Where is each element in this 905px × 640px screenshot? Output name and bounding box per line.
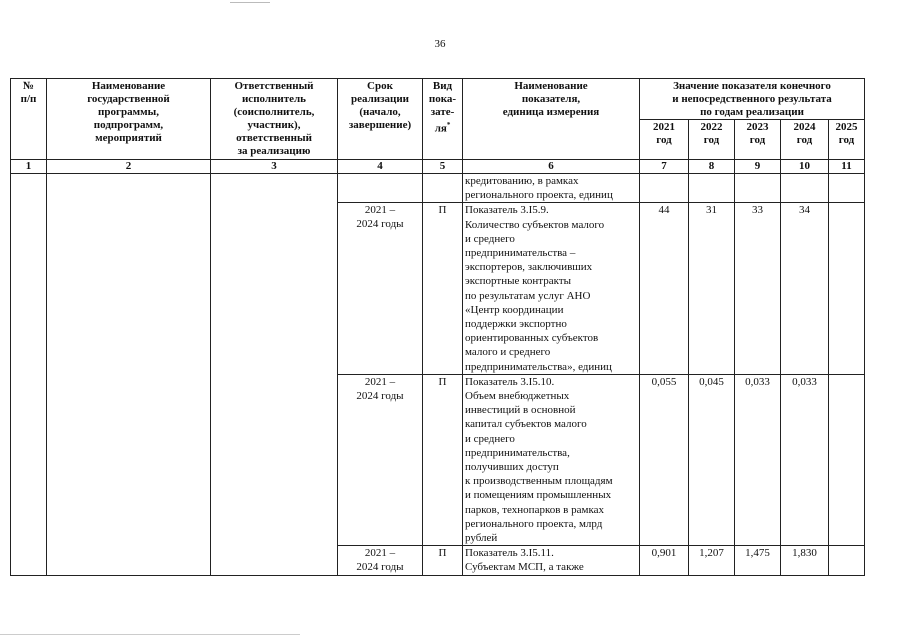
cell-value-2025	[829, 203, 865, 374]
cell-indicator: Показатель 3.I5.10. Объем внебюджетных инвестиций в основной капитал субъектов малого и среднего предпринимательства, получивших доступ к производственным площадям и помещениям промышленных парков, технопарков в рамках регионального проекта, млрд рублей	[463, 374, 640, 545]
cell-value-2021	[640, 174, 689, 203]
cell-value-2024: 0,033	[781, 374, 829, 545]
cell-type	[423, 174, 463, 203]
cell-value-2025	[829, 174, 865, 203]
cell-value-2023	[735, 174, 781, 203]
cell-executor-empty	[211, 174, 338, 576]
header-values: Значение показателя конечного и непосредственного результата по годам реализации	[640, 79, 865, 120]
column-number: 1	[11, 160, 47, 174]
cell-value-2024: 34	[781, 203, 829, 374]
scan-artifact-top	[230, 2, 270, 3]
header-year-2021: 2021 год	[640, 120, 689, 160]
cell-num-empty	[11, 174, 47, 576]
cell-value-2021: 44	[640, 203, 689, 374]
cell-value-2023: 0,033	[735, 374, 781, 545]
column-number: 3	[211, 160, 338, 174]
cell-value-2024: 1,830	[781, 546, 829, 576]
cell-program-empty	[47, 174, 211, 576]
cell-value-2022: 0,045	[689, 374, 735, 545]
header-program-name: Наименование государственной программы, подпрограмм, мероприятий	[47, 79, 211, 160]
column-number: 10	[781, 160, 829, 174]
header-executor: Ответственный исполнитель (соисполнитель, участник), ответственный за реализацию	[211, 79, 338, 160]
header-year-2025: 2025 год	[829, 120, 865, 160]
table-row	[11, 174, 865, 203]
cell-indicator: кредитованию, в рамках регионального проекта, единиц	[463, 174, 640, 203]
column-number-row	[11, 160, 865, 174]
cell-period: 2021 – 2024 годы	[338, 546, 423, 576]
cell-indicator: Показатель 3.I5.11. Субъектам МСП, а также	[463, 546, 640, 576]
cell-period	[338, 174, 423, 203]
header-year-2023: 2023 год	[735, 120, 781, 160]
cell-value-2021: 0,901	[640, 546, 689, 576]
cell-value-2022: 31	[689, 203, 735, 374]
cell-indicator: Показатель 3.I5.9. Количество субъектов малого и среднего предпринимательства – экспортеров, заключивших экспортные контракты по результатам услуг АНО «Центр координации поддержки экспортно ориентированных субъектов малого и среднего предпринимательства», единиц	[463, 203, 640, 374]
scan-artifact-bottom	[0, 634, 300, 635]
cell-value-2021: 0,055	[640, 374, 689, 545]
column-number: 8	[689, 160, 735, 174]
column-number: 2	[47, 160, 211, 174]
column-number: 4	[338, 160, 423, 174]
cell-type: П	[423, 203, 463, 374]
indicators-table	[10, 78, 865, 576]
column-number: 7	[640, 160, 689, 174]
cell-value-2022: 1,207	[689, 546, 735, 576]
header-year-2022: 2022 год	[689, 120, 735, 160]
column-number: 11	[829, 160, 865, 174]
page-number: 36	[434, 38, 446, 50]
header-indicator-type-label: Вид пока- зате- ля	[428, 80, 457, 135]
column-number: 9	[735, 160, 781, 174]
cell-value-2025	[829, 546, 865, 576]
header-indicator-type	[423, 79, 463, 160]
header-year-2024: 2024 год	[781, 120, 829, 160]
cell-value-2024	[781, 174, 829, 203]
header-indicator-name: Наименование показателя, единица измерения	[463, 79, 640, 160]
column-number: 6	[463, 160, 640, 174]
cell-period: 2021 – 2024 годы	[338, 203, 423, 374]
cell-type: П	[423, 374, 463, 545]
cell-value-2025	[829, 374, 865, 545]
header-period: Срок реализации (начало, завершение)	[338, 79, 423, 160]
column-number: 5	[423, 160, 463, 174]
cell-value-2022	[689, 174, 735, 203]
cell-period: 2021 – 2024 годы	[338, 374, 423, 545]
header-num: № п/п	[11, 79, 47, 160]
cell-type: П	[423, 546, 463, 576]
cell-value-2023: 33	[735, 203, 781, 374]
cell-value-2023: 1,475	[735, 546, 781, 576]
footnote-mark: *	[446, 121, 451, 129]
